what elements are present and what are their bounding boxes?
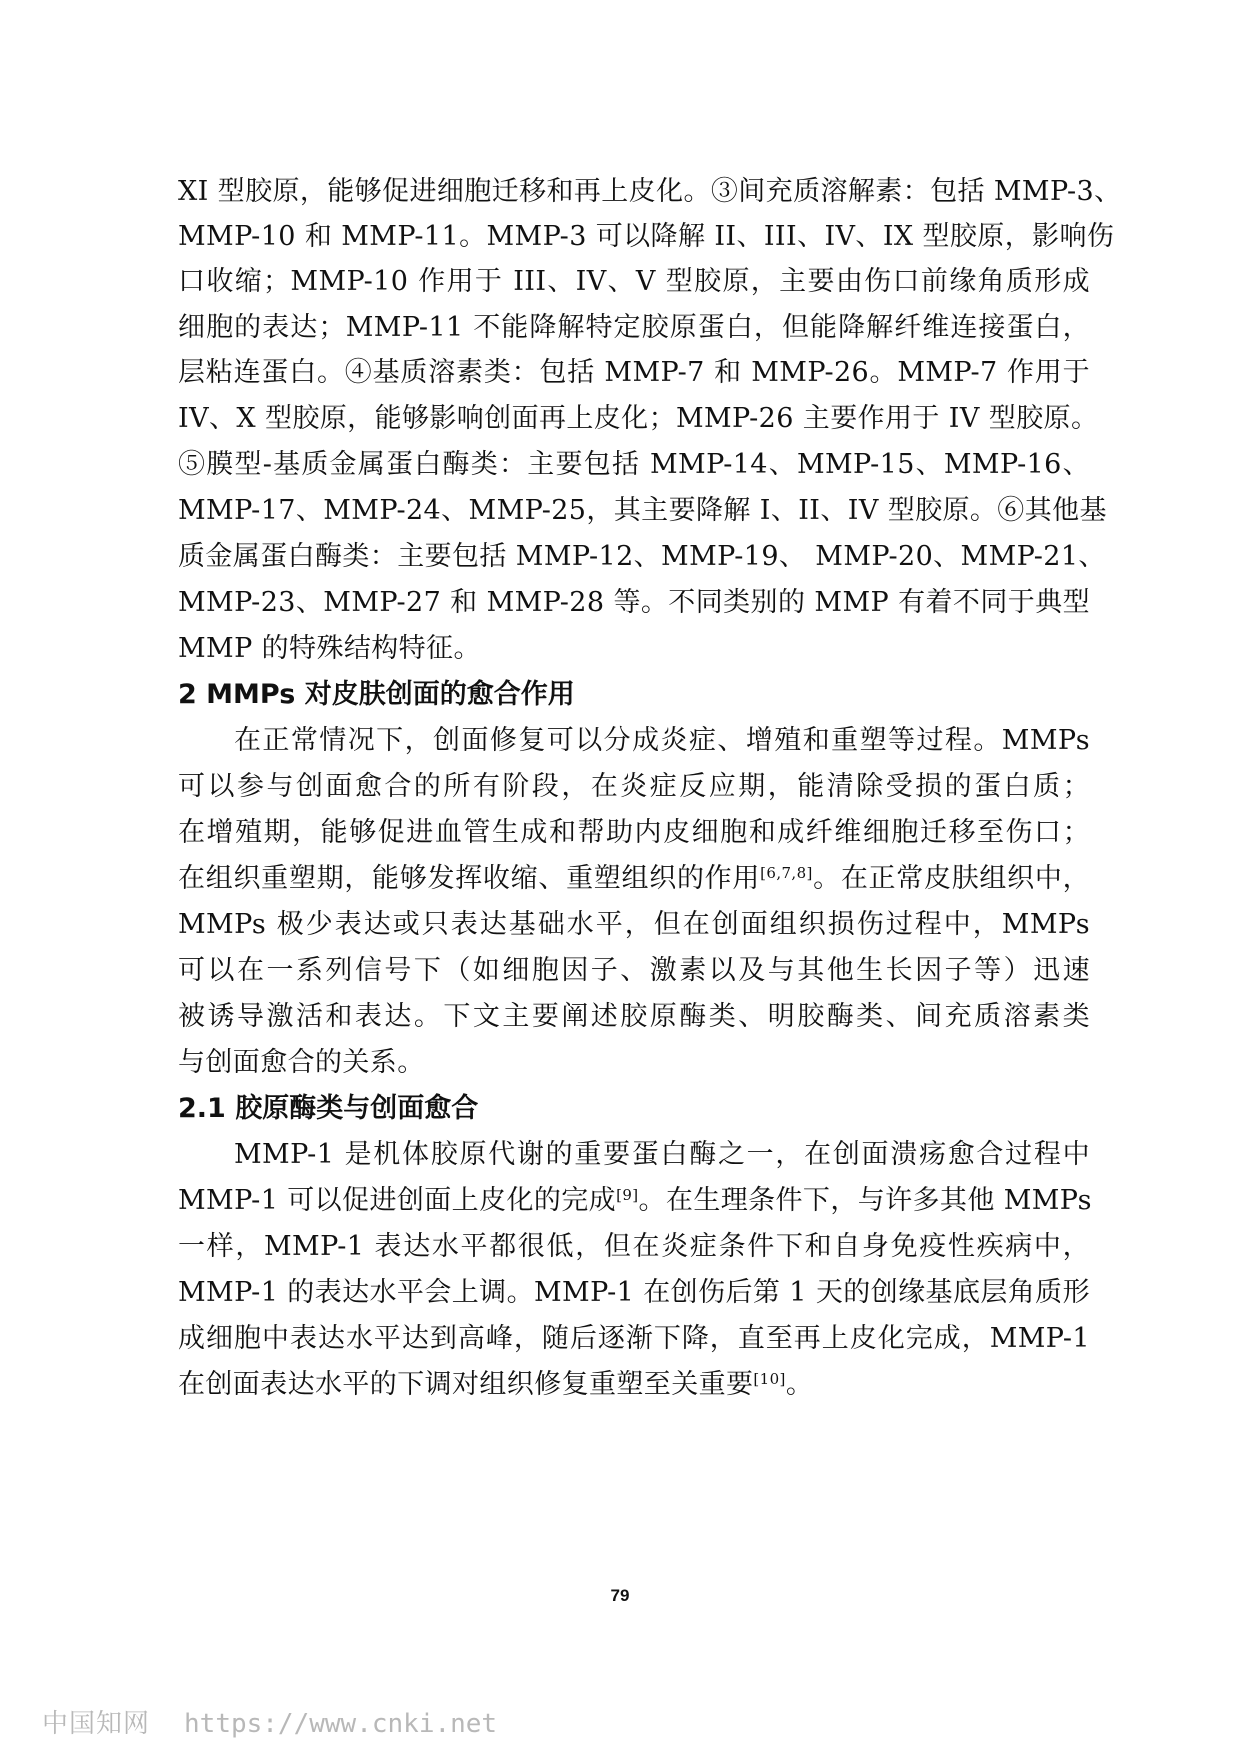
text-segment: MMP-1 可以促进创面上皮化的完成 bbox=[178, 1185, 617, 1216]
text-line-with-citation bbox=[178, 1371, 813, 1398]
page-number: 79 bbox=[610, 1586, 630, 1605]
text-line: ⑤膜型-基质金属蛋白酶类：主要包括 MMP-14、MMP-15、MMP-16、 bbox=[178, 449, 1090, 480]
subsection-heading: 2.1 胶原酶类与创面愈合 bbox=[178, 1093, 479, 1124]
text-segment: 。在生理条件下，与许多其他 MMPs bbox=[638, 1185, 1092, 1216]
text-line-with-citation bbox=[178, 865, 1090, 892]
text-line: 可以参与创面愈合的所有阶段，在炎症反应期，能清除受损的蛋白质； bbox=[178, 771, 1090, 802]
citation: [10] bbox=[753, 1370, 786, 1388]
text-line: MMP-1 的表达水平会上调。MMP-1 在创伤后第 1 天的创缘基底层角质形 bbox=[178, 1277, 1090, 1308]
text-line: MMPs 极少表达或只表达基础水平，但在创面组织损伤过程中，MMPs bbox=[178, 909, 1090, 940]
text-line: 在正常情况下，创面修复可以分成炎症、增殖和重塑等过程。MMPs bbox=[234, 725, 1090, 756]
text-line: 被诱导激活和表达。下文主要阐述胶原酶类、明胶酶类、间充质溶素类 bbox=[178, 1001, 1090, 1032]
text-line: MMP-10 和 MMP-11。MMP-3 可以降解 II、III、IV、IX 型胶原，影响伤 bbox=[178, 221, 1115, 252]
text-line: 质金属蛋白酶类：主要包括 MMP-12、MMP-19、 MMP-20、MMP-21、 bbox=[178, 541, 1106, 572]
text-line: MMP-17、MMP-24、MMP-25，其主要降解 I、II、IV 型胶原。⑥其他基 bbox=[178, 495, 1107, 526]
citation: [9] bbox=[616, 1186, 639, 1204]
text-line-with-citation bbox=[178, 1187, 1090, 1214]
text-line: 层粘连蛋白。④基质溶素类：包括 MMP-7 和 MMP-26。MMP-7 作用于 bbox=[178, 357, 1090, 388]
watermark-site-name: 中国知网 bbox=[42, 1709, 151, 1739]
text-line: MMP-23、MMP-27 和 MMP-28 等。不同类别的 MMP 有着不同于典型 bbox=[178, 587, 1090, 618]
text-segment: 。在正常皮肤组织中， bbox=[812, 863, 1090, 894]
cnki-watermark bbox=[42, 1703, 497, 1740]
text-line: MMP 的特殊结构特征。 bbox=[178, 633, 481, 664]
text-line: 一样，MMP-1 表达水平都很低，但在炎症条件下和自身免疫性疾病中， bbox=[178, 1231, 1090, 1262]
text-segment: 。 bbox=[785, 1369, 814, 1400]
text-line: 可以在一系列信号下（如细胞因子、激素以及与其他生长因子等）迅速 bbox=[178, 955, 1090, 986]
text-line: 与创面愈合的关系。 bbox=[178, 1047, 425, 1078]
text-line: 口收缩；MMP-10 作用于 III、IV、V 型胶原，主要由伤口前缘角质形成 bbox=[178, 266, 1090, 297]
citation: [6,7,8] bbox=[760, 864, 813, 882]
text-line: XI 型胶原，能够促进细胞迁移和再上皮化。③间充质溶解素：包括 MMP-3、 bbox=[178, 176, 1122, 207]
text-segment: 在创面表达水平的下调对组织修复重塑至关重要 bbox=[178, 1369, 754, 1400]
text-segment: 在组织重塑期，能够发挥收缩、重塑组织的作用 bbox=[178, 863, 761, 894]
text-line: 成细胞中表达水平达到高峰，随后逐渐下降，直至再上皮化完成，MMP-1 bbox=[178, 1323, 1090, 1354]
text-line: MMP-1 是机体胶原代谢的重要蛋白酶之一，在创面溃疡愈合过程中 bbox=[234, 1139, 1090, 1170]
text-line: 在增殖期，能够促进血管生成和帮助内皮细胞和成纤维细胞迁移至伤口； bbox=[178, 817, 1090, 848]
watermark-url: https://www.cnki.net bbox=[184, 1709, 498, 1739]
text-line: IV、X 型胶原，能够影响创面再上皮化；MMP-26 主要作用于 IV 型胶原。 bbox=[178, 403, 1099, 434]
section-heading: 2 MMPs 对皮肤创面的愈合作用 bbox=[178, 679, 575, 710]
text-line: 细胞的表达；MMP-11 不能降解特定胶原蛋白，但能降解纤维连接蛋白， bbox=[178, 312, 1090, 343]
